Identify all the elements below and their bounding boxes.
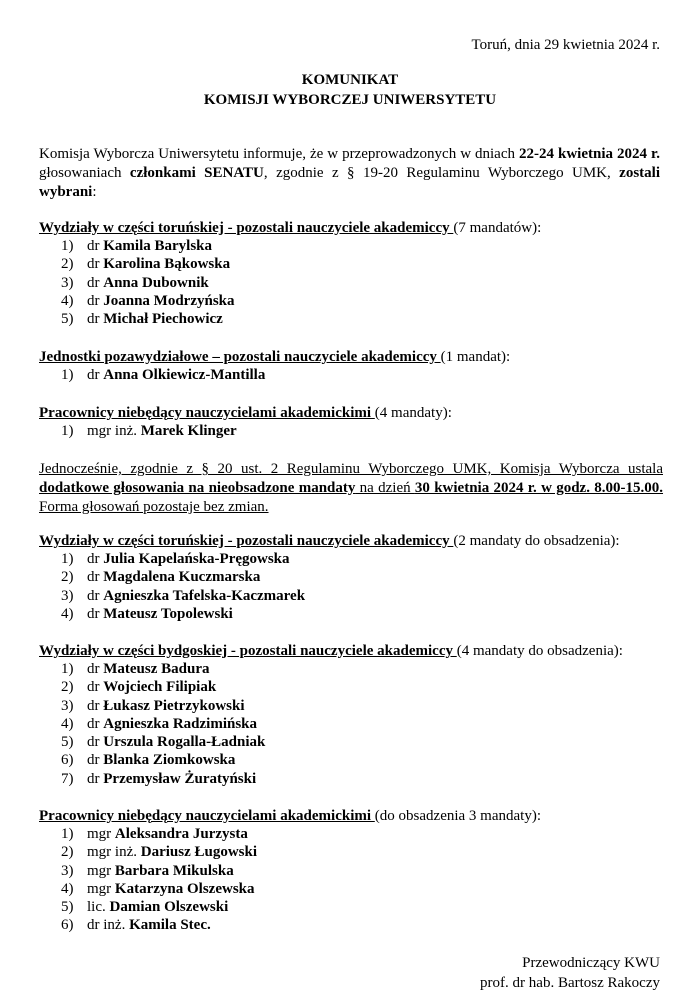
item-name: Blanka Ziomkowska bbox=[103, 752, 236, 769]
item-number: 1) bbox=[61, 826, 74, 842]
list-item bbox=[39, 255, 664, 273]
item-name: Karolina Bąkowska bbox=[103, 256, 231, 273]
section-heading bbox=[39, 807, 664, 825]
list-item bbox=[39, 310, 664, 328]
item-number: 5) bbox=[61, 899, 74, 916]
section-elected-torun bbox=[39, 219, 664, 328]
item-title: dr bbox=[87, 311, 104, 328]
list-item bbox=[39, 898, 664, 916]
item-title: dr bbox=[87, 715, 104, 732]
item-title: dr bbox=[87, 367, 104, 383]
item-title: dr bbox=[87, 679, 104, 696]
list-item bbox=[39, 366, 664, 384]
section-heading bbox=[39, 348, 664, 366]
item-title: dr bbox=[87, 551, 104, 567]
item-number: 3) bbox=[61, 697, 74, 714]
document-title: KOMUNIKAT bbox=[301, 72, 399, 88]
intro-paragraph bbox=[39, 145, 660, 202]
section-note: (4 mandaty): bbox=[374, 405, 452, 421]
item-title: dr bbox=[87, 752, 104, 769]
notice-text: na dzień bbox=[355, 480, 415, 496]
section-note: (4 mandaty do obsadzenia): bbox=[456, 643, 623, 659]
item-number: 2) bbox=[61, 844, 74, 861]
item-title: mgr inż. bbox=[87, 423, 141, 439]
item-number: 5) bbox=[61, 734, 74, 751]
intro-elected: zostali wybrani bbox=[39, 165, 660, 200]
list-item bbox=[39, 825, 664, 843]
section-heading-text: Pracownicy niebędący nauczycielami akademickimi bbox=[39, 808, 375, 824]
signature-role: Przewodniczący KWU bbox=[522, 955, 660, 971]
list-item bbox=[39, 660, 664, 678]
item-name: Kamila Barylska bbox=[103, 238, 213, 254]
item-name: Julia Kapelańska-Pręgowska bbox=[103, 551, 290, 567]
item-name: Damian Olszewski bbox=[109, 899, 229, 916]
item-number: 2) bbox=[61, 679, 74, 696]
list-item bbox=[39, 697, 664, 715]
list-item bbox=[39, 274, 664, 292]
item-name: Urszula Rogalla-Ładniak bbox=[103, 734, 266, 751]
item-title: dr bbox=[87, 256, 104, 273]
list-item bbox=[39, 843, 664, 861]
intro-text: , zgodnie z § 19-20 Regulaminu Wyborczego UMK, bbox=[263, 165, 620, 181]
additional-voting-notice bbox=[39, 460, 663, 517]
section-heading-text: Wydziały w części toruńskiej - pozostali nauczyciele akademiccy bbox=[39, 533, 454, 549]
item-name: Kamila Stec. bbox=[129, 917, 211, 934]
section-additional-torun bbox=[39, 532, 664, 623]
item-number: 1) bbox=[61, 661, 74, 677]
item-title: mgr bbox=[87, 826, 115, 842]
list-item bbox=[39, 916, 664, 934]
item-name: Anna Dubownik bbox=[103, 274, 209, 291]
section-note: (7 mandatów): bbox=[453, 220, 542, 236]
item-name: Mateusz Badura bbox=[103, 661, 210, 677]
signature-name: prof. dr hab. Bartosz Rakoczy bbox=[480, 975, 660, 991]
item-title: dr bbox=[87, 661, 104, 677]
notice-date: 30 kwietnia 2024 r. w godz. 8.00-15.00. bbox=[414, 480, 664, 496]
item-title: dr bbox=[87, 605, 104, 622]
item-number: 4) bbox=[61, 715, 74, 732]
notice-highlight: dodatkowe głosowania na nieobsadzone mandaty bbox=[39, 480, 356, 496]
notice-text: Jednocześnie, zgodnie z § 20 ust. 2 Regulaminu Wyborczego UMK, Komisja Wyborcza ustala bbox=[39, 461, 663, 477]
section-elected-extra-faculty bbox=[39, 348, 664, 384]
item-name: Aleksandra Jurzysta bbox=[114, 826, 248, 842]
item-name: Michał Piechowicz bbox=[103, 311, 223, 328]
item-number: 3) bbox=[61, 862, 74, 879]
item-number: 1) bbox=[61, 367, 74, 383]
item-title: dr bbox=[87, 697, 104, 714]
list-item bbox=[39, 770, 664, 788]
item-title: dr bbox=[87, 734, 104, 751]
section-note: (do obsadzenia 3 mandaty): bbox=[374, 808, 541, 824]
item-name: Magdalena Kuczmarska bbox=[103, 569, 261, 586]
candidate-list bbox=[39, 237, 664, 328]
item-title: mgr bbox=[87, 880, 115, 897]
candidate-list bbox=[39, 825, 664, 935]
section-elected-staff bbox=[39, 404, 664, 440]
list-item bbox=[39, 880, 664, 898]
item-title: lic. bbox=[87, 899, 110, 916]
item-name: Barbara Mikulska bbox=[114, 862, 234, 879]
item-number: 3) bbox=[61, 587, 74, 604]
item-number: 6) bbox=[61, 917, 74, 934]
list-item bbox=[39, 733, 664, 751]
item-name: Joanna Modrzyńska bbox=[103, 292, 235, 309]
list-item bbox=[39, 751, 664, 769]
item-name: Anna Olkiewicz-Mantilla bbox=[103, 367, 266, 383]
item-number: 7) bbox=[61, 770, 74, 787]
list-item bbox=[39, 862, 664, 880]
intro-text: głosowaniach bbox=[39, 165, 130, 181]
candidate-list bbox=[39, 660, 664, 788]
item-title: dr bbox=[87, 238, 104, 254]
list-item bbox=[39, 587, 664, 605]
candidate-list bbox=[39, 366, 664, 384]
section-heading bbox=[39, 532, 664, 550]
item-title: dr bbox=[87, 587, 104, 604]
section-heading bbox=[39, 219, 664, 237]
item-title: dr bbox=[87, 569, 104, 586]
item-number: 1) bbox=[61, 238, 74, 254]
list-item bbox=[39, 237, 664, 255]
intro-body: członkami SENATU bbox=[129, 165, 264, 181]
list-item bbox=[39, 550, 664, 568]
section-heading bbox=[39, 404, 664, 422]
item-number: 4) bbox=[61, 292, 74, 309]
candidate-list bbox=[39, 550, 664, 623]
list-item bbox=[39, 292, 664, 310]
item-name: Agnieszka Tafelska-Kaczmarek bbox=[103, 587, 306, 604]
item-number: 2) bbox=[61, 256, 74, 273]
intro-dates: 22-24 kwietnia 2024 r. bbox=[519, 146, 661, 162]
item-number: 1) bbox=[61, 423, 74, 439]
item-number: 5) bbox=[61, 311, 74, 328]
item-title: mgr bbox=[87, 862, 115, 879]
item-name: Przemysław Żuratyński bbox=[103, 770, 257, 787]
item-number: 2) bbox=[61, 569, 74, 586]
section-heading bbox=[39, 642, 664, 660]
item-name: Dariusz Ługowski bbox=[140, 844, 258, 861]
list-item bbox=[39, 715, 664, 733]
item-name: Agnieszka Radzimińska bbox=[103, 715, 258, 732]
section-heading-text: Wydziały w części toruńskiej - pozostali nauczyciele akademiccy bbox=[39, 220, 454, 236]
item-name: Marek Klinger bbox=[140, 423, 237, 439]
item-number: 4) bbox=[61, 605, 74, 622]
section-heading-text: Pracownicy niebędący nauczycielami akademickimi bbox=[39, 405, 375, 421]
date-line: Toruń, dnia 29 kwietnia 2024 r. bbox=[471, 37, 660, 53]
intro-text: Komisja Wyborcza Uniwersytetu informuje, że w przeprowadzonych w dniach bbox=[39, 146, 519, 162]
list-item bbox=[39, 678, 664, 696]
item-name: Wojciech Filipiak bbox=[103, 679, 217, 696]
section-note: (2 mandaty do obsadzenia): bbox=[453, 533, 620, 549]
item-name: Łukasz Pietrzykowski bbox=[103, 697, 245, 714]
intro-text: : bbox=[92, 184, 97, 200]
item-name: Mateusz Topolewski bbox=[103, 605, 233, 622]
section-heading-text: Wydziały w części bydgoskiej - pozostali nauczyciele akademiccy bbox=[39, 643, 457, 659]
list-item bbox=[39, 422, 664, 440]
item-number: 4) bbox=[61, 880, 74, 897]
section-additional-bydgoszcz bbox=[39, 642, 664, 788]
item-title: mgr inż. bbox=[87, 844, 141, 861]
item-number: 3) bbox=[61, 274, 74, 291]
candidate-list bbox=[39, 422, 664, 440]
item-title: dr bbox=[87, 292, 104, 309]
item-title: dr inż. bbox=[87, 917, 130, 934]
notice-text: Forma głosowań pozostaje bez zmian. bbox=[39, 499, 269, 515]
item-number: 6) bbox=[61, 752, 74, 769]
list-item bbox=[39, 568, 664, 586]
section-additional-staff bbox=[39, 807, 664, 935]
item-title: dr bbox=[87, 274, 104, 291]
item-title: dr bbox=[87, 770, 104, 787]
item-number: 1) bbox=[61, 551, 74, 567]
item-name: Katarzyna Olszewska bbox=[114, 880, 255, 897]
section-note: (1 mandat): bbox=[440, 349, 511, 365]
section-heading-text: Jednostki pozawydziałowe – pozostali nauczyciele akademiccy bbox=[39, 349, 441, 365]
list-item bbox=[39, 605, 664, 623]
document-subtitle: KOMISJI WYBORCZEJ UNIWERSYTETU bbox=[203, 92, 497, 108]
